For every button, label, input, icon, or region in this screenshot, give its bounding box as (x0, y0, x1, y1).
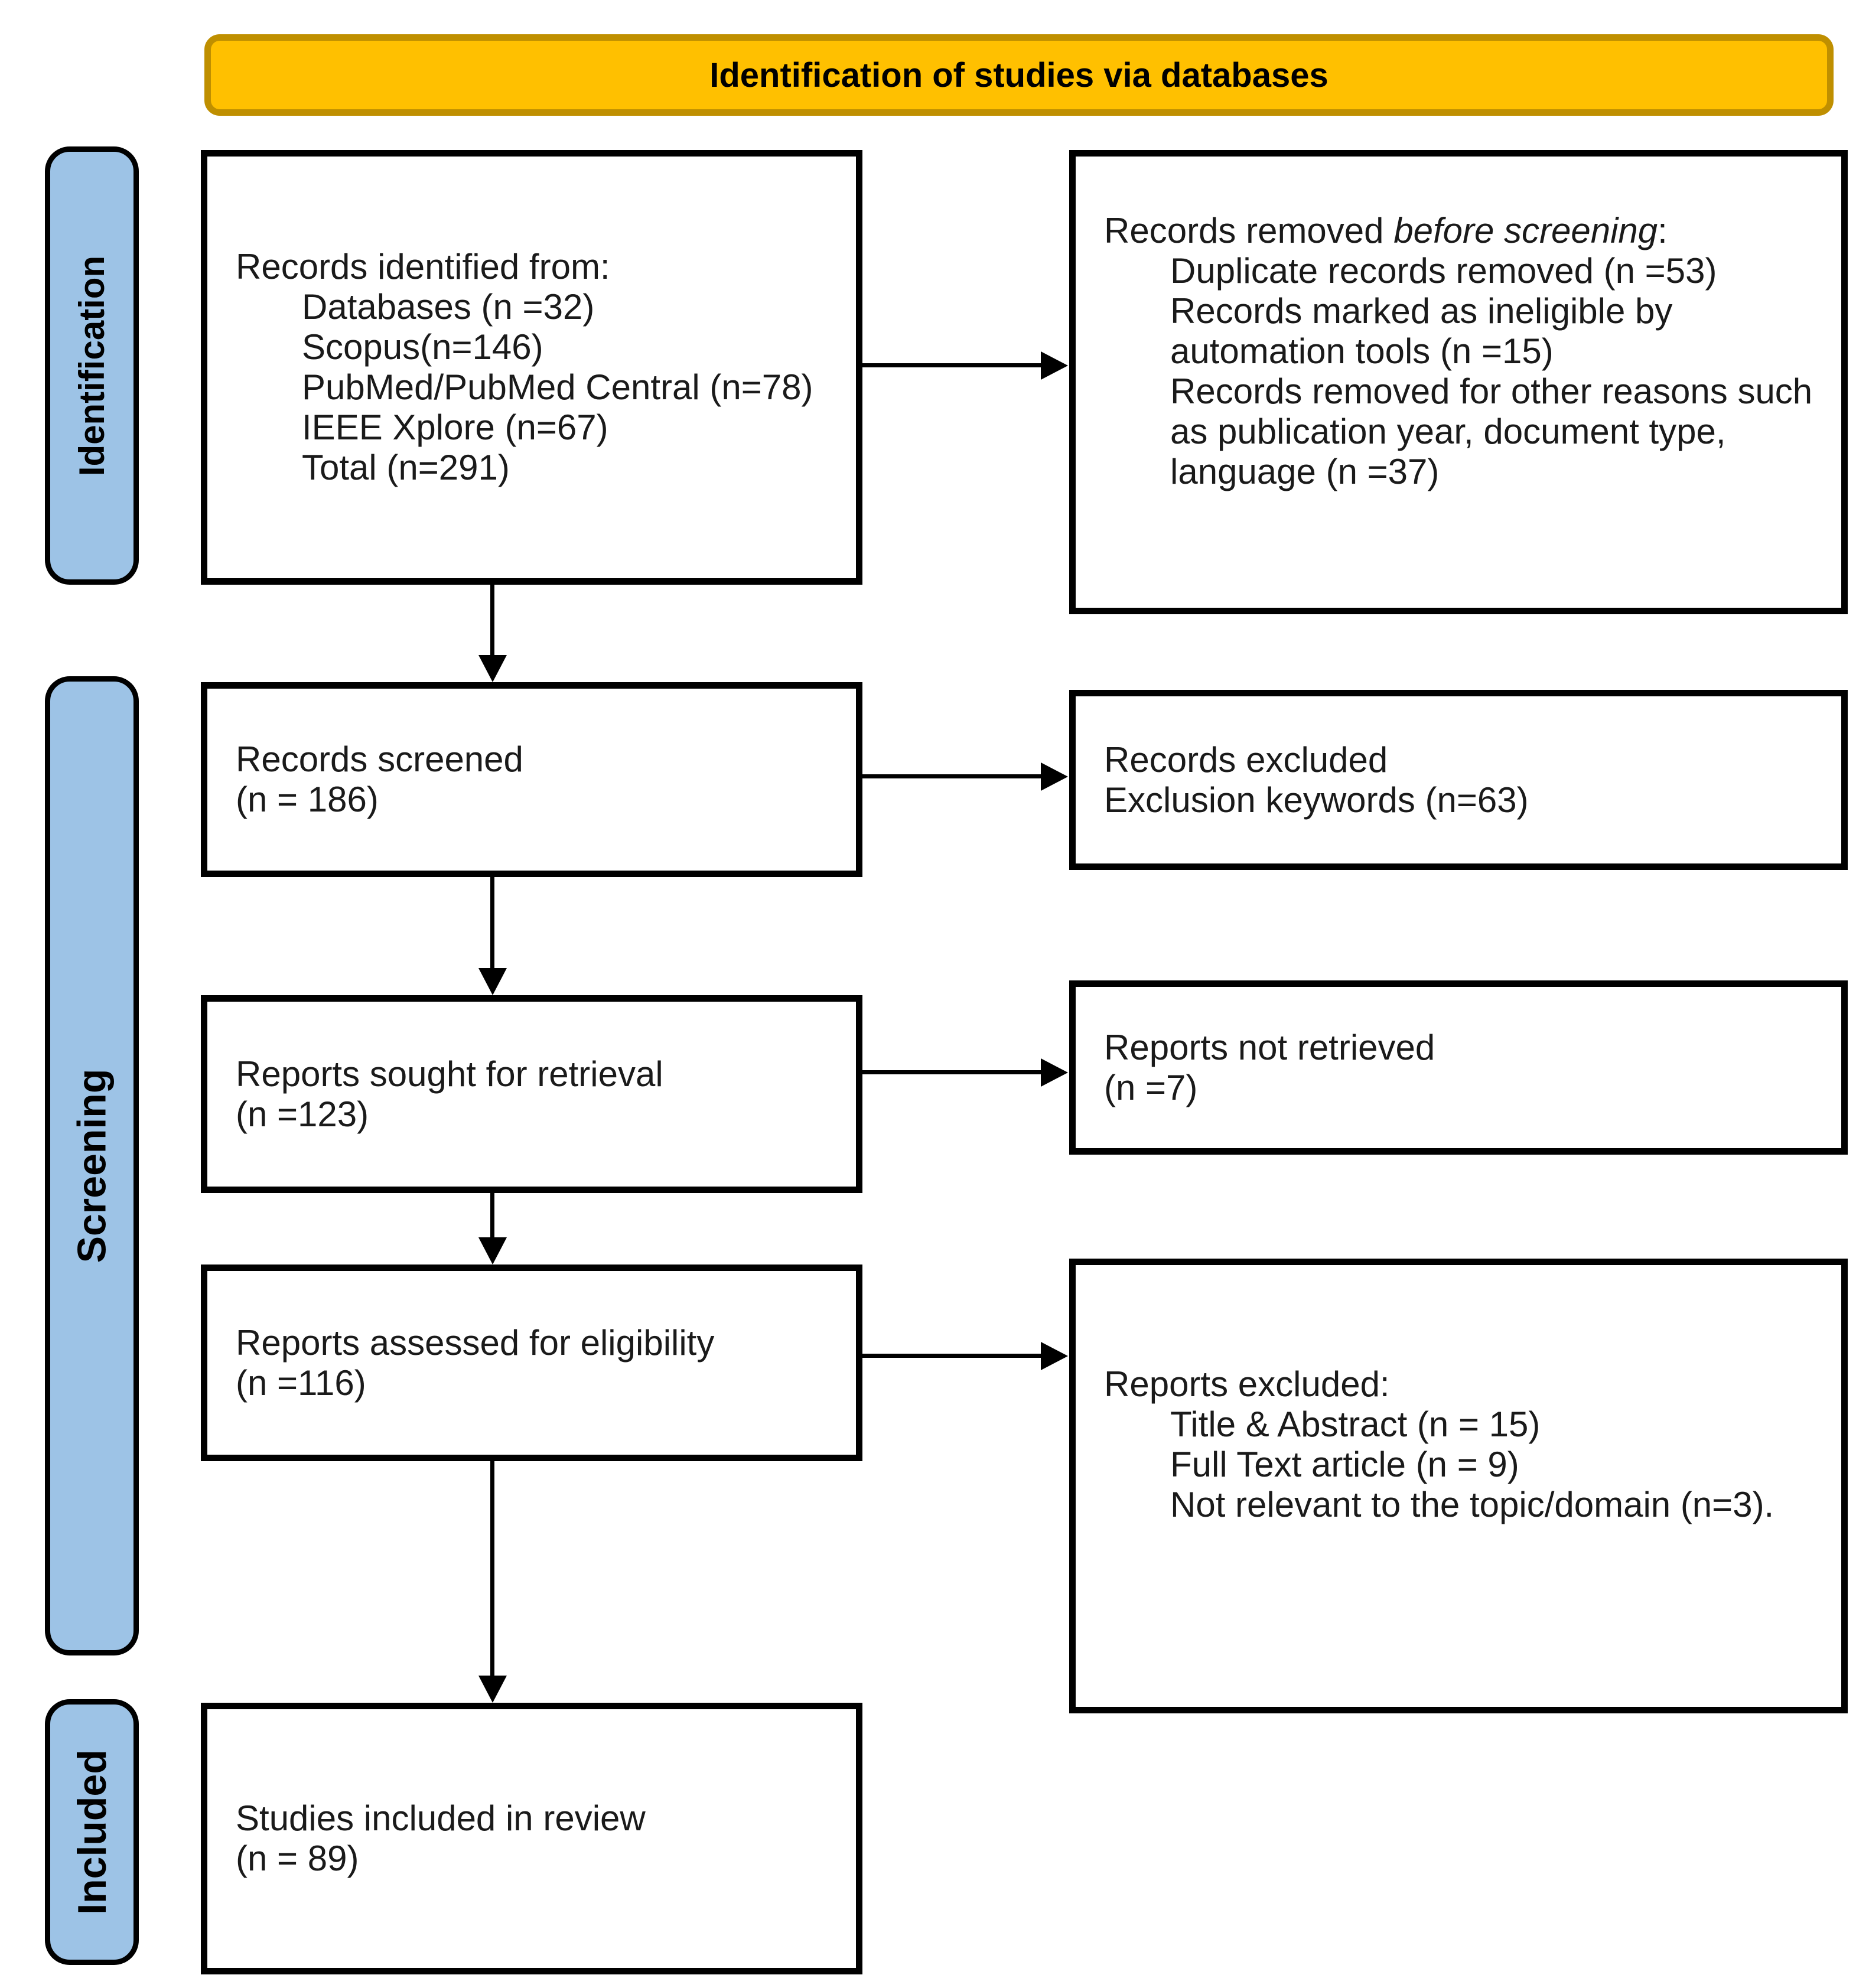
box-line: (n = 89) (236, 1839, 359, 1878)
arrow-assessed-to-included (490, 1461, 494, 1677)
box-title: Records identified from: (236, 247, 610, 286)
diagram-title-banner (204, 34, 1834, 116)
box-line: Reports not retrieved (1104, 1027, 1435, 1067)
stage-label-screening: Screening (45, 676, 139, 1655)
list-item: Databases (n =32) (302, 287, 595, 327)
box-title: Reports excluded: (1104, 1364, 1390, 1404)
stage-label-included: Included (45, 1699, 139, 1965)
arrow-sought-to-not-retrieved (862, 1070, 1042, 1074)
list-item: IEEE Xplore (n=67) (302, 408, 608, 447)
box-reports-excluded (1069, 1259, 1848, 1713)
list-item: Not relevant to the topic/domain (n=3). (1170, 1485, 1774, 1524)
list-item: PubMed/PubMed Central (n=78) (302, 367, 813, 407)
box-studies-included (201, 1703, 862, 1974)
box-line: (n =7) (1104, 1067, 1198, 1107)
box-line: (n = 186) (236, 780, 379, 819)
list-item: Title & Abstract (n = 15) (1170, 1404, 1541, 1444)
box-line: Reports sought for retrieval (236, 1054, 663, 1094)
list-item: Records marked as ineligible by automation tools (n =15) (1170, 291, 1673, 371)
box-line: Records screened (236, 739, 523, 779)
box-line: Studies included in review (236, 1798, 646, 1838)
arrow-screened-to-sought (490, 877, 494, 969)
box-line: (n =116) (236, 1363, 366, 1403)
italic-phrase: before screening (1393, 211, 1658, 250)
box-records-removed (1069, 150, 1848, 614)
list-item: Duplicate records removed (n =53) (1170, 251, 1717, 291)
box-line: Exclusion keywords (n=63) (1104, 780, 1529, 820)
box-title: Records removed before screening: (1104, 211, 1668, 250)
list-item: Records removed for other reasons such as publication year, document type, language (n =37) (1170, 371, 1813, 491)
box-reports-sought (201, 995, 862, 1193)
box-line: Reports assessed for eligibility (236, 1322, 715, 1363)
box-reports-assessed (201, 1265, 862, 1461)
list-item: Total (n=291) (302, 448, 510, 487)
stage-label-identification: Identification (45, 146, 139, 585)
list-item: Full Text article (n = 9) (1170, 1445, 1519, 1484)
arrow-identified-to-screened (490, 585, 494, 656)
box-records-screened (201, 682, 862, 877)
box-line: (n =123) (236, 1094, 369, 1134)
box-reports-not-retrieved (1069, 980, 1848, 1155)
box-line: Records excluded (1104, 739, 1388, 780)
arrow-screened-to-excluded (862, 774, 1042, 778)
box-records-identified (201, 150, 862, 585)
diagram-title: Identification of studies via databases (709, 56, 1328, 94)
arrow-identified-to-removed (862, 363, 1042, 367)
arrow-assessed-to-reports-excluded (862, 1354, 1042, 1358)
box-records-excluded (1069, 690, 1848, 870)
arrow-sought-to-assessed (490, 1193, 494, 1239)
list-item: Scopus(n=146) (302, 327, 543, 367)
